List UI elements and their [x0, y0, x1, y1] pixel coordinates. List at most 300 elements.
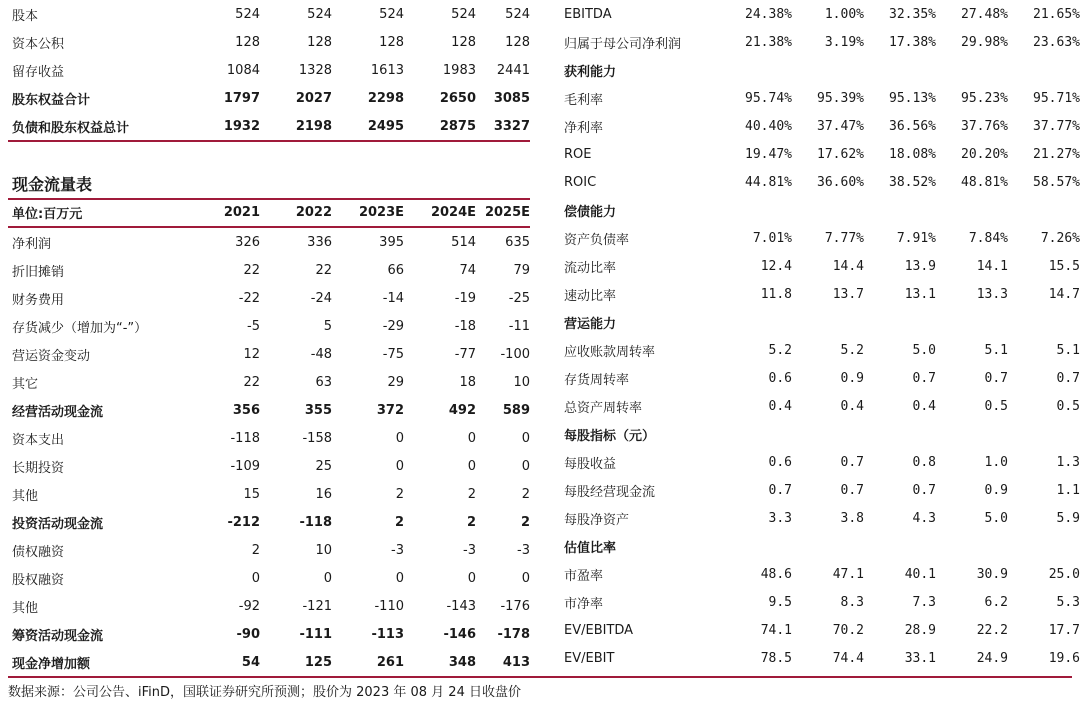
year-header: 2021 — [223, 204, 260, 220]
row-label: 股东权益合计 — [12, 92, 91, 108]
cell-value: 79 — [513, 262, 530, 278]
table-row — [560, 504, 1080, 532]
table-row — [560, 84, 1080, 112]
row-label: 其他 — [12, 488, 39, 504]
cell-value: 19.47% — [745, 146, 792, 162]
table-row — [560, 448, 1080, 476]
total-row — [8, 112, 530, 140]
cell-value: 30.9 — [976, 566, 1008, 582]
cell-value: 23.63% — [1033, 34, 1080, 50]
cell-value: 74.4 — [832, 650, 864, 666]
cell-value: -121 — [302, 598, 332, 614]
cell-value: 0.7 — [1056, 370, 1080, 386]
cell-value: 1932 — [223, 118, 260, 134]
cell-value: 0 — [521, 430, 530, 446]
cell-value: 40.40% — [745, 118, 792, 134]
table-row — [8, 312, 530, 340]
total-row — [8, 508, 530, 536]
cell-value: 1.1 — [1056, 482, 1080, 498]
row-label: ROE — [564, 146, 592, 162]
cell-value: 125 — [304, 654, 332, 670]
row-label: 资本支出 — [12, 432, 65, 448]
table-row — [8, 340, 530, 368]
cell-value: 21.65% — [1033, 6, 1080, 22]
cell-value: 54 — [241, 654, 260, 670]
year-header: 2022 — [295, 204, 332, 220]
cell-value: 0.5 — [1056, 398, 1080, 414]
cell-value: 0 — [521, 570, 530, 586]
cell-value: 524 — [379, 6, 404, 22]
cell-value: 17.7 — [1048, 622, 1080, 638]
cell-value: 25 — [315, 458, 332, 474]
row-label: 净利率 — [564, 120, 604, 136]
cell-value: 0.9 — [840, 370, 864, 386]
cell-value: 5 — [323, 318, 332, 334]
row-label: 其它 — [12, 376, 39, 392]
cell-value: 1.00% — [824, 6, 864, 22]
cell-value: 3.3 — [768, 510, 792, 526]
row-label: 其他 — [12, 600, 39, 616]
cell-value: 0.6 — [768, 454, 792, 470]
table-row — [560, 140, 1080, 168]
cell-value: 524 — [451, 6, 476, 22]
cell-value: 7.26% — [1040, 230, 1080, 246]
table-row — [560, 252, 1080, 280]
year-header: 2025E — [484, 204, 530, 220]
cell-value: 348 — [448, 654, 476, 670]
cell-value: 1328 — [298, 62, 332, 78]
cell-value: 22 — [243, 262, 260, 278]
cell-value: -77 — [454, 346, 476, 362]
row-label: 流动比率 — [564, 260, 617, 276]
cell-value: 58.57% — [1033, 174, 1080, 190]
cell-value: 63 — [315, 374, 332, 390]
table-row — [560, 112, 1080, 140]
cell-value: -158 — [302, 430, 332, 446]
cell-value: 15.5 — [1048, 258, 1080, 274]
cell-value: -118 — [230, 430, 260, 446]
cell-value: 32.35% — [889, 6, 936, 22]
table-row — [560, 364, 1080, 392]
row-label: 总资产周转率 — [564, 400, 643, 416]
table-row — [560, 168, 1080, 196]
cell-value: -146 — [443, 626, 476, 642]
total-row — [8, 648, 530, 676]
cell-value: 356 — [232, 402, 260, 418]
cell-value: 326 — [235, 234, 260, 250]
cell-value: 27.48% — [961, 6, 1008, 22]
cell-value: 13.7 — [832, 286, 864, 302]
cell-value: -92 — [238, 598, 260, 614]
row-label: 估值比率 — [564, 540, 617, 556]
cell-value: 0 — [251, 570, 260, 586]
row-label: 营运能力 — [564, 316, 617, 332]
cell-value: 7.84% — [968, 230, 1008, 246]
cell-value: 10 — [315, 542, 332, 558]
cell-value: 14.1 — [976, 258, 1008, 274]
row-label: 市净率 — [564, 596, 604, 612]
cell-value: -176 — [500, 598, 530, 614]
row-label: 每股收益 — [564, 456, 617, 472]
cell-value: 5.9 — [1056, 510, 1080, 526]
row-label: 经营活动现金流 — [12, 404, 104, 420]
table-row — [560, 280, 1080, 308]
cell-value: 2 — [394, 514, 404, 530]
cell-value: 3085 — [493, 90, 530, 106]
cell-value: 2027 — [295, 90, 332, 106]
cell-value: 514 — [451, 234, 476, 250]
cell-value: 7.77% — [824, 230, 864, 246]
row-label: EV/EBIT — [564, 650, 615, 666]
cell-value: 29.98% — [961, 34, 1008, 50]
table-row — [8, 56, 530, 84]
cell-value: -75 — [382, 346, 404, 362]
cell-value: 37.76% — [961, 118, 1008, 134]
cell-value: 95.23% — [961, 90, 1008, 106]
cell-value: 38.52% — [889, 174, 936, 190]
row-label: 负债和股东权益总计 — [12, 120, 130, 136]
cell-value: 70.2 — [832, 622, 864, 638]
cell-value: 524 — [505, 6, 530, 22]
cell-value: 7.3 — [912, 594, 936, 610]
cell-value: -5 — [247, 318, 260, 334]
row-label: 债权融资 — [12, 544, 65, 560]
cell-value: 12 — [243, 346, 260, 362]
row-label: 折旧摊销 — [12, 264, 65, 280]
cell-value: 21.38% — [745, 34, 792, 50]
cell-value: -24 — [310, 290, 332, 306]
section-header — [560, 420, 1080, 448]
table-row — [560, 644, 1080, 672]
cell-value: 95.74% — [745, 90, 792, 106]
cell-value: 128 — [505, 34, 530, 50]
cell-value: 95.71% — [1033, 90, 1080, 106]
cell-value: 5.0 — [912, 342, 936, 358]
cell-value: 0 — [467, 458, 476, 474]
cell-value: -3 — [391, 542, 404, 558]
cell-value: 2441 — [496, 62, 530, 78]
cell-value: -113 — [371, 626, 404, 642]
cell-value: 336 — [307, 234, 332, 250]
table-row — [8, 368, 530, 396]
cell-value: 0.5 — [984, 398, 1008, 414]
cell-value: 524 — [307, 6, 332, 22]
cell-value: 44.81% — [745, 174, 792, 190]
cell-value: 11.8 — [760, 286, 792, 302]
cell-value: 2650 — [439, 90, 476, 106]
cell-value: 0 — [521, 458, 530, 474]
table-row — [8, 0, 530, 28]
table-row — [8, 452, 530, 480]
unit-label: 单位:百万元 — [12, 206, 83, 222]
cell-value: -14 — [382, 290, 404, 306]
row-label: 应收账款周转率 — [564, 344, 656, 360]
cash-flow-title: 现金流量表 — [12, 175, 93, 194]
cell-value: 0.6 — [768, 370, 792, 386]
cell-value: -3 — [463, 542, 476, 558]
cell-value: 6.2 — [984, 594, 1008, 610]
cell-value: 8.3 — [840, 594, 864, 610]
row-label: 留存收益 — [12, 64, 65, 80]
cell-value: 20.20% — [961, 146, 1008, 162]
table-row — [560, 476, 1080, 504]
row-label: EBITDA — [564, 6, 612, 22]
cell-value: 2 — [520, 514, 530, 530]
cell-value: 261 — [376, 654, 404, 670]
table-row — [8, 284, 530, 312]
row-label: 归属于母公司净利润 — [564, 36, 682, 52]
cell-value: 22 — [315, 262, 332, 278]
table-row — [8, 536, 530, 564]
cell-value: 47.1 — [832, 566, 864, 582]
cell-value: 12.4 — [760, 258, 792, 274]
row-label: 营运资金变动 — [12, 348, 91, 364]
total-row — [8, 84, 530, 112]
row-label: 财务费用 — [12, 292, 65, 308]
cell-value: 3327 — [493, 118, 530, 134]
row-label: 每股指标（元） — [564, 428, 656, 444]
table-row — [8, 592, 530, 620]
cell-value: 2495 — [367, 118, 404, 134]
cell-value: 2 — [395, 486, 404, 502]
cell-value: 1797 — [223, 90, 260, 106]
year-header: 2023E — [358, 204, 404, 220]
cell-value: 1613 — [370, 62, 404, 78]
section-header — [560, 308, 1080, 336]
cell-value: 13.9 — [904, 258, 936, 274]
row-label: 股本 — [12, 8, 39, 24]
cell-value: 635 — [505, 234, 530, 250]
cell-value: 17.38% — [889, 34, 936, 50]
cell-value: 0.4 — [912, 398, 936, 414]
table-row — [8, 424, 530, 452]
cell-value: 2 — [521, 486, 530, 502]
row-label: 资本公积 — [12, 36, 65, 52]
cash-flow-header — [8, 198, 530, 226]
row-label: 获利能力 — [564, 64, 617, 80]
table-row — [8, 564, 530, 592]
cell-value: 0 — [467, 430, 476, 446]
cell-value: 36.60% — [817, 174, 864, 190]
cell-value: 413 — [502, 654, 530, 670]
cell-value: -110 — [374, 598, 404, 614]
row-label: 投资活动现金流 — [12, 516, 104, 532]
cell-value: 40.1 — [904, 566, 936, 582]
year-header: 2024E — [430, 204, 476, 220]
cell-value: 13.1 — [904, 286, 936, 302]
cell-value: 16 — [315, 486, 332, 502]
row-label: ROIC — [564, 174, 597, 190]
cell-value: 5.0 — [984, 510, 1008, 526]
cell-value: 2 — [466, 514, 476, 530]
total-row — [8, 620, 530, 648]
cell-value: 5.2 — [768, 342, 792, 358]
cell-value: 95.13% — [889, 90, 936, 106]
cell-value: 24.9 — [976, 650, 1008, 666]
cell-value: 37.77% — [1033, 118, 1080, 134]
cell-value: 37.47% — [817, 118, 864, 134]
row-label: 毛利率 — [564, 92, 604, 108]
cell-value: 1983 — [442, 62, 476, 78]
cell-value: 74 — [459, 262, 476, 278]
cell-value: 5.1 — [984, 342, 1008, 358]
cell-value: 36.56% — [889, 118, 936, 134]
cell-value: 74.1 — [760, 622, 792, 638]
total-row — [8, 396, 530, 424]
cell-value: 22 — [243, 374, 260, 390]
rule-after-equity — [8, 140, 530, 142]
cell-value: 0 — [395, 458, 404, 474]
table-row — [8, 228, 530, 256]
row-label: 每股净资产 — [564, 512, 630, 528]
cell-value: 48.6 — [760, 566, 792, 582]
row-label: 速动比率 — [564, 288, 617, 304]
cell-value: 2 — [251, 542, 260, 558]
cell-value: -3 — [517, 542, 530, 558]
cell-value: -48 — [310, 346, 332, 362]
cell-value: 492 — [448, 402, 476, 418]
row-label: 存货减少（增加为“-”） — [12, 320, 148, 336]
row-label: 长期投资 — [12, 460, 65, 476]
cell-value: 355 — [304, 402, 332, 418]
cell-value: 14.7 — [1048, 286, 1080, 302]
cell-value: 33.1 — [904, 650, 936, 666]
cell-value: -118 — [299, 514, 332, 530]
cell-value: 589 — [502, 402, 530, 418]
cell-value: 3.19% — [824, 34, 864, 50]
cell-value: -109 — [230, 458, 260, 474]
row-label: EV/EBITDA — [564, 622, 634, 638]
cell-value: 2198 — [295, 118, 332, 134]
cell-value: 0.7 — [840, 482, 864, 498]
table-row — [560, 0, 1080, 28]
cell-value: 29 — [387, 374, 404, 390]
source-footnote: 数据来源：公司公告、iFinD，国联证券研究所预测；股价为 2023 年 08 月 24 日收盘价 — [8, 685, 521, 700]
table-row — [560, 336, 1080, 364]
cell-value: 128 — [235, 34, 260, 50]
cell-value: 48.81% — [961, 174, 1008, 190]
row-label: 净利润 — [12, 236, 52, 252]
cell-value: -90 — [236, 626, 260, 642]
section-header — [560, 532, 1080, 560]
cell-value: 19.6 — [1048, 650, 1080, 666]
cell-value: 2 — [467, 486, 476, 502]
cell-value: 1.0 — [984, 454, 1008, 470]
cell-value: 524 — [235, 6, 260, 22]
cell-value: 25.0 — [1048, 566, 1080, 582]
cell-value: 5.2 — [840, 342, 864, 358]
cell-value: -22 — [238, 290, 260, 306]
row-label: 市盈率 — [564, 568, 604, 584]
cell-value: 0.7 — [984, 370, 1008, 386]
row-label: 筹资活动现金流 — [12, 628, 104, 644]
section-header — [560, 56, 1080, 84]
cell-value: 66 — [387, 262, 404, 278]
cell-value: 0 — [395, 430, 404, 446]
bottom-rule — [8, 676, 1072, 678]
cell-value: 7.91% — [896, 230, 936, 246]
cell-value: 10 — [513, 374, 530, 390]
cell-value: 5.1 — [1056, 342, 1080, 358]
cell-value: 0 — [395, 570, 404, 586]
cell-value: 78.5 — [760, 650, 792, 666]
table-row — [560, 224, 1080, 252]
cell-value: 28.9 — [904, 622, 936, 638]
cell-value: 2298 — [367, 90, 404, 106]
cell-value: 0.7 — [768, 482, 792, 498]
row-label: 偿债能力 — [564, 204, 617, 220]
row-label: 每股经营现金流 — [564, 484, 656, 500]
cell-value: -29 — [382, 318, 404, 334]
cell-value: -143 — [446, 598, 476, 614]
cell-value: 5.3 — [1056, 594, 1080, 610]
table-row — [560, 560, 1080, 588]
cell-value: -212 — [227, 514, 260, 530]
cell-value: 372 — [376, 402, 404, 418]
cell-value: -178 — [497, 626, 530, 642]
cell-value: 13.3 — [976, 286, 1008, 302]
cell-value: 14.4 — [832, 258, 864, 274]
cell-value: 22.2 — [976, 622, 1008, 638]
cell-value: 395 — [379, 234, 404, 250]
table-row — [560, 588, 1080, 616]
cell-value: 0.7 — [912, 370, 936, 386]
cell-value: 95.39% — [817, 90, 864, 106]
row-label: 股权融资 — [12, 572, 65, 588]
cell-value: 0.4 — [768, 398, 792, 414]
cell-value: 15 — [243, 486, 260, 502]
cell-value: 1084 — [226, 62, 260, 78]
table-row — [8, 256, 530, 284]
cell-value: 0.7 — [840, 454, 864, 470]
row-label: 资产负债率 — [564, 232, 630, 248]
cell-value: -19 — [454, 290, 476, 306]
cell-value: 18 — [459, 374, 476, 390]
row-label: 现金净增加额 — [12, 656, 91, 672]
cell-value: 24.38% — [745, 6, 792, 22]
cell-value: 7.01% — [752, 230, 792, 246]
cell-value: -25 — [508, 290, 530, 306]
cell-value: 128 — [451, 34, 476, 50]
row-label: 存货周转率 — [564, 372, 630, 388]
table-row — [560, 616, 1080, 644]
cell-value: 17.62% — [817, 146, 864, 162]
table-row — [8, 28, 530, 56]
cell-value: 2875 — [439, 118, 476, 134]
cell-value: -18 — [454, 318, 476, 334]
cell-value: 18.08% — [889, 146, 936, 162]
cell-value: 0 — [323, 570, 332, 586]
cell-value: 21.27% — [1033, 146, 1080, 162]
cell-value: 4.3 — [912, 510, 936, 526]
cell-value: 0.4 — [840, 398, 864, 414]
cell-value: 9.5 — [768, 594, 792, 610]
cell-value: -111 — [299, 626, 332, 642]
table-row — [560, 392, 1080, 420]
cell-value: 128 — [379, 34, 404, 50]
cell-value: 3.8 — [840, 510, 864, 526]
cell-value: 128 — [307, 34, 332, 50]
cell-value: 1.3 — [1056, 454, 1080, 470]
cell-value: -100 — [500, 346, 530, 362]
cell-value: 0.7 — [912, 482, 936, 498]
cell-value: 0.9 — [984, 482, 1008, 498]
table-row — [8, 480, 530, 508]
section-header — [560, 196, 1080, 224]
cell-value: -11 — [508, 318, 530, 334]
cell-value: 0 — [467, 570, 476, 586]
table-row — [560, 28, 1080, 56]
